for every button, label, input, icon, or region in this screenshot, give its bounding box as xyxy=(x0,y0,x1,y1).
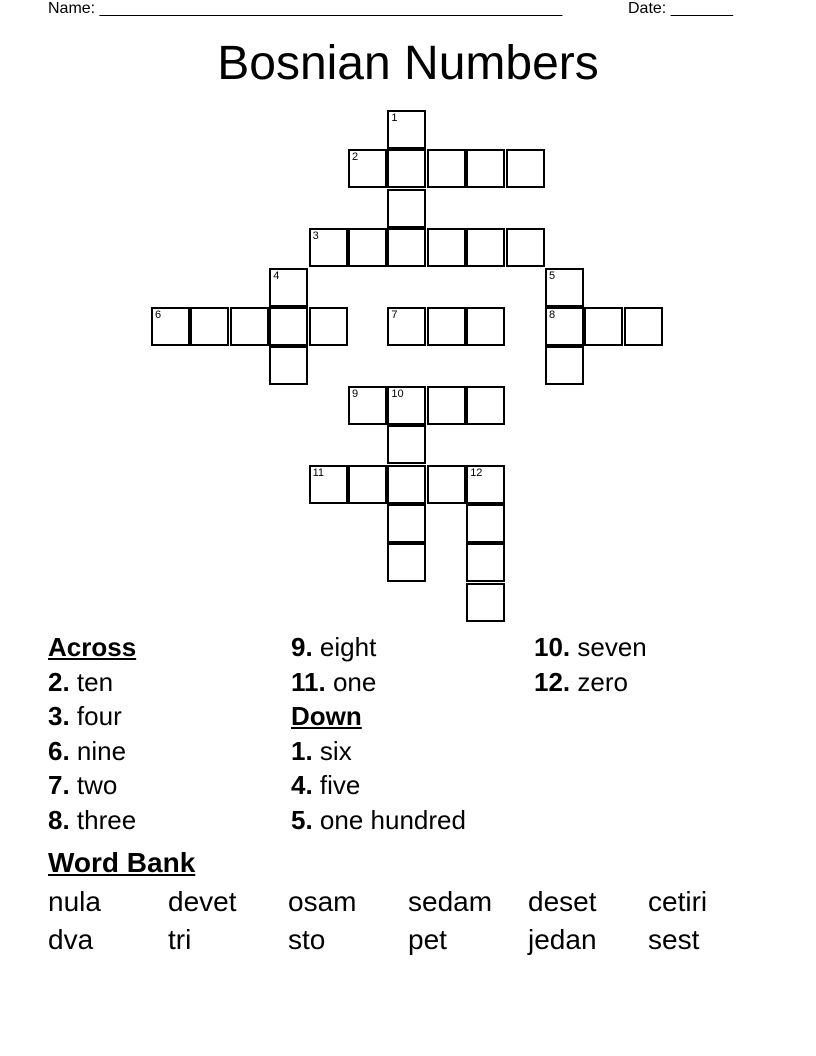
grid-cell-1[interactable] xyxy=(387,110,426,149)
grid-cell[interactable] xyxy=(466,386,505,425)
clue-text: eight xyxy=(319,632,377,662)
grid-cell[interactable] xyxy=(466,149,505,188)
grid-cell-3[interactable] xyxy=(309,228,348,267)
clue-text: six xyxy=(319,735,352,766)
grid-cell[interactable] xyxy=(466,504,505,543)
word-bank-item: pet xyxy=(408,924,447,955)
clue-number: 10. xyxy=(534,632,571,662)
grid-cell[interactable] xyxy=(230,307,269,346)
across-heading: Across xyxy=(48,632,137,662)
grid-cell[interactable] xyxy=(348,228,387,267)
clue-across-8 xyxy=(48,803,136,838)
word-bank-title: Word Bank xyxy=(48,847,196,878)
word-bank-item: sedam xyxy=(408,886,493,917)
grid-cell-4[interactable] xyxy=(269,268,308,307)
clue-number-label: 3 xyxy=(312,230,319,243)
word-bank-item: sest xyxy=(648,924,700,955)
clue-number: 8. xyxy=(48,804,70,835)
clues-column-2 xyxy=(291,630,466,837)
clue-down-1 xyxy=(291,734,466,769)
grid-cell[interactable] xyxy=(624,307,663,346)
clue-number-label: 6 xyxy=(155,309,162,321)
grid-cell[interactable] xyxy=(545,346,584,385)
grid-cell[interactable] xyxy=(387,465,426,504)
clue-number-label: 7 xyxy=(391,309,398,321)
clue-number-label: 11 xyxy=(312,466,325,479)
grid-cell[interactable] xyxy=(387,543,426,582)
clue-number-label: 9 xyxy=(352,387,359,400)
word-bank-item: deset xyxy=(528,886,597,917)
word-bank-item: jedan xyxy=(528,924,597,955)
clue-across-9 xyxy=(291,630,466,665)
clue-down-10 xyxy=(534,630,647,665)
grid-cell-6[interactable] xyxy=(151,307,190,346)
clue-number: 2. xyxy=(48,666,70,697)
grid-cell[interactable] xyxy=(309,307,348,346)
word-bank-item: sto xyxy=(288,924,326,955)
grid-cell-12[interactable] xyxy=(466,465,505,504)
grid-cell[interactable] xyxy=(506,149,545,188)
grid-cell[interactable] xyxy=(466,228,505,267)
clue-down-5 xyxy=(291,803,466,838)
clue-text: zero xyxy=(577,666,628,697)
clue-text: four xyxy=(76,701,122,731)
word-bank-item: nula xyxy=(48,886,101,917)
clue-across-11 xyxy=(291,665,466,700)
clue-across-3 xyxy=(48,699,136,734)
date-field-label: Date: _______ xyxy=(628,0,733,17)
grid-cell[interactable] xyxy=(427,307,466,346)
clue-text: one hundred xyxy=(319,804,466,835)
clue-down-4 xyxy=(291,768,466,803)
clue-number-label: 12 xyxy=(470,466,483,479)
clue-text: seven xyxy=(577,632,647,662)
word-bank-item: tri xyxy=(168,924,192,955)
grid-cell-9[interactable] xyxy=(348,386,387,425)
clue-text: nine xyxy=(76,735,127,766)
clue-number-label: 1 xyxy=(391,112,398,124)
clue-text: one xyxy=(332,666,377,697)
clue-number-label: 2 xyxy=(352,151,359,164)
grid-cell[interactable] xyxy=(387,425,426,464)
grid-cell[interactable] xyxy=(387,504,426,543)
grid-cell[interactable] xyxy=(190,307,229,346)
word-bank-item: cetiri xyxy=(648,886,708,917)
page-title: Bosnian Numbers xyxy=(217,37,599,90)
grid-cell[interactable] xyxy=(348,465,387,504)
grid-cell-10[interactable] xyxy=(387,386,426,425)
clue-number: 3. xyxy=(48,701,70,731)
clue-number: 7. xyxy=(48,770,70,800)
grid-cell[interactable] xyxy=(466,307,505,346)
down-heading: Down xyxy=(291,701,362,731)
grid-cell[interactable] xyxy=(584,307,623,346)
clues-column-3 xyxy=(534,630,647,699)
word-bank-item: devet xyxy=(168,886,237,917)
clue-number: 1. xyxy=(291,735,313,766)
clue-text: ten xyxy=(76,666,114,697)
clue-number-label: 5 xyxy=(549,269,556,282)
clue-number: 5. xyxy=(291,804,313,835)
grid-cell[interactable] xyxy=(387,189,426,228)
grid-cell[interactable] xyxy=(427,386,466,425)
clue-number-label: 8 xyxy=(549,309,556,321)
clue-text: two xyxy=(76,770,118,800)
clue-number-label: 10 xyxy=(391,387,404,400)
word-bank-item: dva xyxy=(48,924,94,955)
clue-across-2 xyxy=(48,665,136,700)
grid-cell[interactable] xyxy=(427,228,466,267)
grid-cell[interactable] xyxy=(269,307,308,346)
grid-cell[interactable] xyxy=(387,149,426,188)
word-bank-item: osam xyxy=(288,886,357,917)
grid-cell[interactable] xyxy=(427,149,466,188)
clue-number-label: 4 xyxy=(273,269,280,282)
clue-text: three xyxy=(76,804,137,835)
word-bank xyxy=(48,883,768,959)
grid-cell-5[interactable] xyxy=(545,268,584,307)
grid-cell[interactable] xyxy=(427,465,466,504)
grid-cell-7[interactable] xyxy=(387,307,426,346)
grid-cell[interactable] xyxy=(506,228,545,267)
grid-cell-2[interactable] xyxy=(348,149,387,188)
name-field-label: Name: ____________________________________________________ xyxy=(48,0,563,17)
clue-text: five xyxy=(319,770,361,800)
grid-cell[interactable] xyxy=(387,228,426,267)
clue-number: 4. xyxy=(291,770,313,800)
clue-across-7 xyxy=(48,768,136,803)
clue-number: 12. xyxy=(534,666,571,697)
clues-column-1 xyxy=(48,630,136,837)
clue-number: 6. xyxy=(48,735,70,766)
header xyxy=(48,0,748,20)
grid-cell[interactable] xyxy=(269,346,308,385)
clue-across-6 xyxy=(48,734,136,769)
clue-down-12 xyxy=(534,665,647,700)
clue-number: 9. xyxy=(291,632,313,662)
clues-section xyxy=(48,630,788,845)
clue-number: 11. xyxy=(291,666,326,697)
grid-cell-8[interactable] xyxy=(545,307,584,346)
grid-cell[interactable] xyxy=(466,583,505,622)
grid-cell-11[interactable] xyxy=(309,465,348,504)
grid-cell[interactable] xyxy=(466,543,505,582)
